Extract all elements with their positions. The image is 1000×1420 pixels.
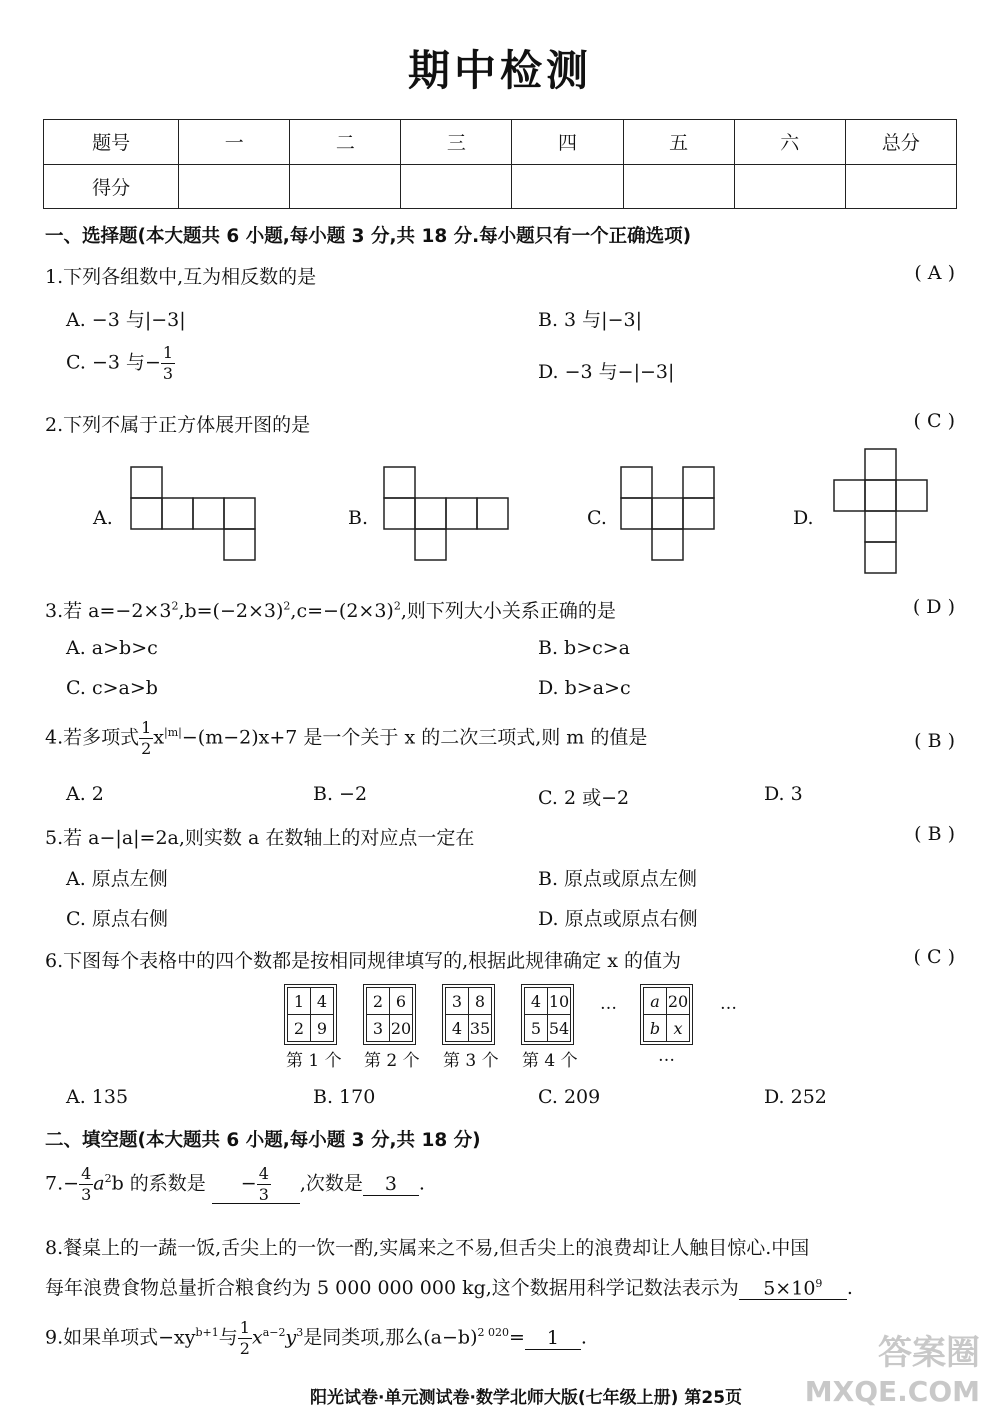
q9-text: = — [508, 1326, 525, 1349]
q7-answer-blank-2[interactable]: 3 — [363, 1173, 419, 1196]
q7-answer-blank-1[interactable] — [212, 1166, 300, 1204]
denominator: 3 — [258, 1185, 269, 1204]
q6-option-a: A. 135 — [66, 1086, 129, 1108]
exponent: 2 020 — [477, 1326, 509, 1340]
numerator: 4 — [81, 1164, 92, 1183]
question-1-stem: 1.下列各组数中,互为相反数的是 — [45, 266, 317, 288]
pattern-grid-1 — [284, 984, 337, 1045]
grid-cell: 8 — [469, 988, 492, 1015]
numerator: 4 — [258, 1164, 269, 1183]
q8-text: . — [846, 1277, 853, 1299]
numerator: 1 — [239, 1318, 250, 1337]
q9-text: 是同类项,那么(a−b) — [303, 1326, 478, 1349]
exponent: 2 — [171, 599, 179, 613]
header-cell: 三 — [401, 120, 512, 165]
q3-option-a: A. a>b>c — [66, 637, 158, 659]
grid-cell: 6 — [390, 988, 413, 1015]
grid-cell: 1 — [288, 988, 311, 1015]
question-2-answer: ( C ) — [913, 410, 955, 432]
q8-answer-blank[interactable] — [739, 1277, 847, 1300]
question-4-answer: ( B ) — [914, 730, 955, 752]
watermark-logo: 答案圈 — [878, 1333, 980, 1373]
grid-caption: 第 3 个 — [443, 1051, 499, 1071]
q2-option-c-label: C. — [587, 507, 607, 529]
score-cell[interactable] — [401, 164, 512, 209]
grid-cell: 4 — [525, 988, 548, 1015]
q3-option-b: B. b>c>a — [538, 637, 631, 659]
grid-caption: 第 2 个 — [364, 1051, 420, 1071]
q3-option-d: D. b>a>c — [538, 677, 631, 699]
header-cell: 一 — [179, 120, 290, 165]
exponent: b+1 — [195, 1326, 219, 1340]
score-table — [43, 119, 957, 209]
q2-net-c-figure — [620, 466, 720, 564]
question-3-answer: ( D ) — [912, 596, 955, 618]
denominator: 2 — [141, 739, 152, 758]
denominator: 2 — [239, 1339, 250, 1358]
grid-cell: 20 — [390, 1015, 413, 1042]
pattern-grid-n — [640, 984, 693, 1045]
q6-option-d: D. 252 — [764, 1086, 827, 1108]
question-5-stem: 5.若 a−|a|=2a,则实数 a 在数轴上的对应点一定在 — [45, 827, 475, 849]
grid-table — [643, 987, 690, 1042]
q6-option-c: C. 209 — [538, 1086, 601, 1108]
question-4-stem — [45, 720, 647, 757]
score-cell[interactable] — [845, 164, 956, 209]
page-title: 期中检测 — [407, 46, 592, 95]
q9-text: 与 — [218, 1326, 238, 1349]
grid-cell: 20 — [667, 988, 690, 1015]
variable: a — [93, 1172, 105, 1195]
exponent: 2 — [393, 599, 401, 613]
q7-text: ,次数是 — [299, 1172, 363, 1195]
question-9 — [45, 1320, 587, 1357]
exponent: |m| — [164, 726, 182, 740]
section-heading-choice: 一、选择题(本大题共 6 小题,每小题 3 分,共 18 分.每小题只有一个正确选项) — [45, 226, 692, 247]
q4-option-a: A. 2 — [66, 783, 104, 805]
denominator: 3 — [162, 364, 174, 383]
q3-stem-part: 3.若 a=−2×3 — [45, 600, 172, 622]
q4-option-d: D. 3 — [764, 783, 803, 805]
fraction — [79, 1166, 93, 1203]
question-6-stem: 6.下图每个表格中的四个数都是按相同规律填写的,根据此规律确定 x 的值为 — [45, 950, 681, 972]
fraction — [161, 345, 175, 382]
variable: x — [153, 726, 165, 749]
exponent: 2 — [283, 599, 291, 613]
grid-cell: 54 — [548, 1015, 571, 1042]
q3-stem-part: ,c=−(2×3) — [290, 600, 394, 622]
q2-option-d-label: D. — [793, 507, 814, 529]
question-3-stem — [45, 596, 616, 623]
grid-table — [524, 987, 571, 1042]
header-cell: 六 — [734, 120, 845, 165]
score-cell[interactable] — [179, 164, 290, 209]
fraction — [238, 1320, 252, 1357]
question-6-answer: ( C ) — [913, 946, 955, 968]
q9-text: . — [580, 1326, 587, 1349]
q2-net-d-figure — [833, 448, 933, 580]
answer-text: − — [240, 1172, 257, 1195]
fraction — [257, 1166, 271, 1203]
exponent: 9 — [815, 1276, 823, 1290]
q5-option-b: B. 原点或原点左侧 — [538, 868, 698, 890]
q4-stem-part: −(m−2)x+7 是一个关于 x 的二次三项式,则 m 的值是 — [181, 726, 648, 749]
numerator: 1 — [162, 343, 174, 362]
question-5-answer: ( B ) — [914, 823, 955, 845]
q1-option-d: D. −3 与−|−3| — [538, 361, 675, 383]
denominator: 3 — [81, 1185, 92, 1204]
grid-cell: 3 — [446, 988, 469, 1015]
score-cell[interactable] — [512, 164, 623, 209]
q9-answer-blank[interactable]: 1 — [525, 1327, 581, 1350]
q5-option-a: A. 原点左侧 — [66, 868, 168, 890]
ellipsis: … — [600, 994, 617, 1014]
pattern-grid-3 — [442, 984, 495, 1045]
q2-option-b-label: B. — [348, 507, 369, 529]
grid-cell: 4 — [311, 988, 334, 1015]
score-cell[interactable] — [734, 164, 845, 209]
q4-option-b: B. −2 — [313, 783, 368, 805]
question-7 — [45, 1166, 425, 1204]
q8-text: 每年浪费食物总量折合粮食约为 5 000 000 000 kg,这个数据用科学记数法表示为 — [45, 1277, 739, 1299]
q1-option-a: A. −3 与|−3| — [66, 309, 186, 331]
q4-option-c: C. 2 或−2 — [538, 787, 630, 809]
variable: y — [285, 1326, 297, 1349]
exponent: a−2 — [262, 1326, 286, 1340]
q7-text: . — [418, 1172, 425, 1195]
q7-text: b 的系数是 — [111, 1172, 206, 1195]
grid-cell: 10 — [548, 988, 571, 1015]
question-2-stem: 2.下列不属于正方体展开图的是 — [45, 414, 311, 436]
grid-cell: 2 — [367, 988, 390, 1015]
grid-table — [287, 987, 334, 1042]
score-cell[interactable] — [290, 164, 401, 209]
header-cell: 四 — [512, 120, 623, 165]
variable: x — [251, 1326, 263, 1349]
watermark-site: MXQE.COM — [804, 1375, 980, 1408]
q4-stem-part: 4.若多项式 — [45, 726, 140, 749]
grid-cell: x — [667, 1015, 690, 1042]
grid-cell: a — [644, 988, 667, 1015]
exponent: 3 — [296, 1326, 304, 1340]
q3-option-c: C. c>a>b — [66, 677, 158, 699]
grid-table — [445, 987, 492, 1042]
q9-text: 9.如果单项式−xy — [45, 1326, 196, 1349]
header-cell: 五 — [623, 120, 734, 165]
q6-option-b: B. 170 — [313, 1086, 376, 1108]
numerator: 1 — [141, 718, 152, 737]
score-table-header-row — [44, 120, 957, 165]
grid-table — [366, 987, 413, 1042]
q5-option-d: D. 原点或原点右侧 — [538, 908, 698, 930]
question-1-answer: ( A ) — [914, 262, 955, 284]
row-label: 得分 — [44, 164, 179, 209]
q2-net-b-figure — [383, 466, 515, 564]
page-footer: 阳光试卷·单元测试卷·数学北师大版(七年级上册) 第25页 — [310, 1388, 743, 1408]
pattern-grid-4 — [521, 984, 574, 1045]
q5-option-c: C. 原点右侧 — [66, 908, 168, 930]
grid-cell: 9 — [311, 1015, 334, 1042]
question-8-line-1: 8.餐桌上的一蔬一饭,舌尖上的一饮一酌,实属来之不易,但舌尖上的浪费却让人触目惊心.中国 — [45, 1237, 810, 1259]
fraction — [139, 720, 153, 757]
q2-option-a-label: A. — [93, 507, 113, 529]
header-cell: 题号 — [44, 120, 179, 165]
grid-cell: 4 — [446, 1015, 469, 1042]
q1-option-c-text: C. −3 与− — [66, 351, 161, 374]
grid-caption: 第 1 个 — [286, 1051, 342, 1071]
answer-text: 5×10 — [763, 1277, 816, 1299]
header-cell: 总分 — [845, 120, 956, 165]
header-cell: 二 — [290, 120, 401, 165]
grid-cell: 3 — [367, 1015, 390, 1042]
score-cell[interactable] — [623, 164, 734, 209]
grid-caption: … — [658, 1046, 675, 1066]
grid-caption: 第 4 个 — [522, 1051, 578, 1071]
pattern-grid-2 — [363, 984, 416, 1045]
section-heading-fill: 二、填空题(本大题共 6 小题,每小题 3 分,共 18 分) — [45, 1130, 481, 1151]
score-table-score-row — [44, 164, 957, 209]
question-8-line-2 — [45, 1273, 853, 1300]
q7-text: 7.− — [45, 1172, 80, 1195]
grid-cell: 35 — [469, 1015, 492, 1042]
exponent: 2 — [104, 1172, 112, 1186]
q2-net-a-figure — [130, 466, 262, 564]
ellipsis: … — [720, 994, 737, 1014]
grid-cell: 5 — [525, 1015, 548, 1042]
q3-stem-part: ,则下列大小关系正确的是 — [400, 600, 616, 622]
q3-stem-part: ,b=(−2×3) — [178, 600, 284, 622]
grid-cell: b — [644, 1015, 667, 1042]
grid-cell: 2 — [288, 1015, 311, 1042]
q1-option-c — [66, 345, 175, 382]
q1-option-b: B. 3 与|−3| — [538, 309, 642, 331]
